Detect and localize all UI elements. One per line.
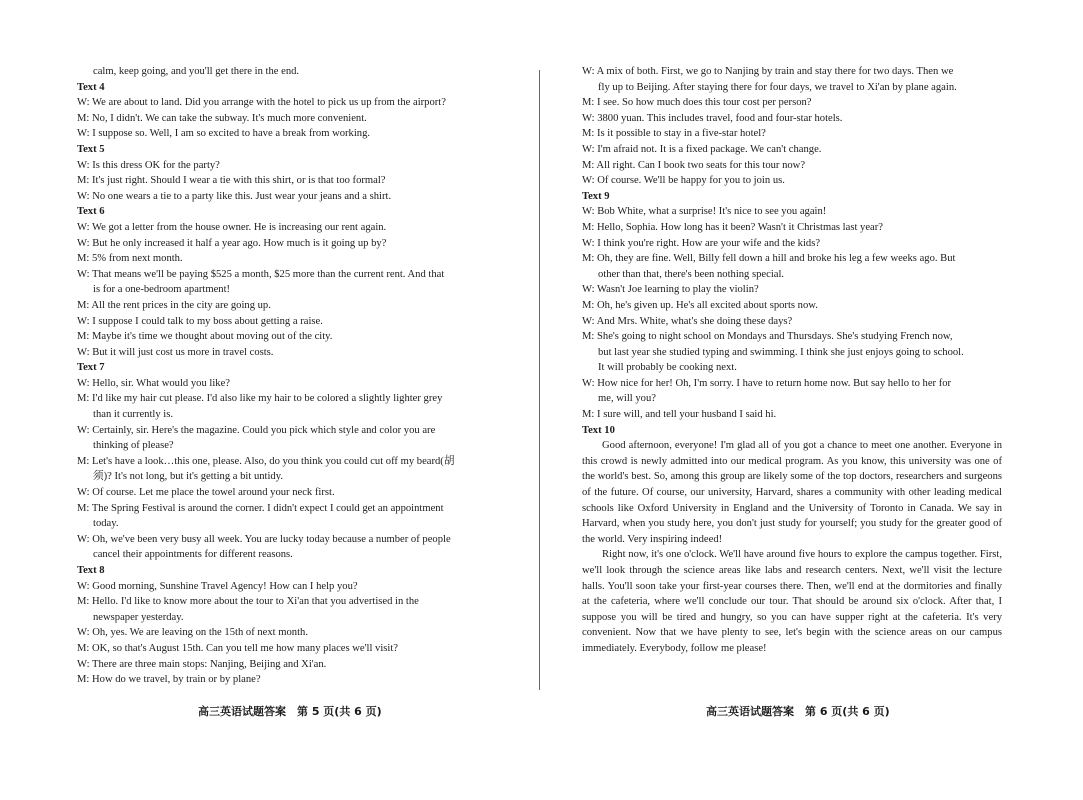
dialogue-line: M: Let's have a look…this one, please. Also, do you think you could cut off my beard(胡 (77, 455, 455, 467)
section-heading: Text 4 (77, 81, 105, 93)
dialogue-line: M: Hello. I'd like to know more about the tour to Xi'an that you advertised in the (77, 596, 419, 608)
dialogue-line: W: And Mrs. White, what's she doing these days? (582, 315, 793, 327)
page-divider (539, 70, 540, 690)
dialogue-line: M: The Spring Festival is around the corner. I didn't expect I could get an appointment (77, 502, 444, 514)
dialogue-line: W: But he only increased it half a year ago. How much is it going up by? (77, 237, 387, 249)
section-heading: Text 9 (582, 190, 610, 202)
dialogue-line: W: I suppose so. Well, I am so excited to have a break from working. (77, 128, 371, 140)
dialogue-line-continued: thinking of please? (93, 440, 174, 452)
dialogue-line: W: Wasn't Joe learning to play the violin? (582, 284, 759, 296)
dialogue-line: M: All right. Can I book two seats for this tour now? (582, 159, 806, 171)
dialogue-line: W: There are three main stops: Nanjing, Beijing and Xi'an. (77, 658, 327, 670)
dialogue-line: M: Hello, Sophia. How long has it been? Wasn't it Christmas last year? (582, 221, 883, 233)
dialogue-line: W: We got a letter from the house owner. He is increasing our rent again. (77, 221, 387, 233)
dialogue-line: W: Oh, yes. We are leaving on the 15th of next month. (77, 627, 308, 639)
dialogue-line: M: I see. So how much does this tour cost per person? (582, 97, 812, 109)
dialogue-line: M: No, I didn't. We can take the subway. It's much more convenient. (77, 112, 367, 124)
dialogue-line-continued: newspaper yesterday. (93, 611, 184, 623)
dialogue-line: M: Is it possible to stay in a five-star hotel? (582, 128, 766, 140)
dialogue-line: W: Oh, we've been very busy all week. You are lucky today because a number of people (77, 533, 451, 545)
dialogue-line-continued: It will probably be cooking next. (598, 362, 737, 374)
dialogue-line: W: Bob White, what a surprise! It's nice to see you again! (582, 206, 827, 218)
dialogue-line: W: Good morning, Sunshine Travel Agency! How can I help you? (77, 580, 358, 592)
dialogue-line: M: She's going to night school on Mondays and Thursdays. She's studying French now, (582, 331, 953, 343)
dialogue-line: M: All the rent prices in the city are going up. (77, 299, 271, 311)
section-heading: Text 8 (77, 565, 105, 576)
dialogue-line-continued: me, will you? (598, 393, 656, 405)
monologue-paragraph: Good afternoon, everyone! I'm glad all of you got a chance to meet one another. Everyone in this crowd is newly admitted into our medical program. As you know, this university was one of the world's best. So, among this group are likely some of the top doctors, researchers and surgeons of the future. Of course, our university, Harvard, shares a community with other leading medical schools like Oxford University in England and the University of Toronto in Canada. We say in Harvard, when you study here, you don't just study for yourself; you study for the greater good of the world. Very inspiring indeed! (582, 440, 1002, 545)
dialogue-line: W: I suppose I could talk to my boss about getting a raise. (77, 315, 323, 327)
dialogue-line: W: We are about to land. Did you arrange with the hotel to pick us up from the airport? (77, 97, 446, 109)
right-page-footer: 高三英语试题答案 第 6 页(共 6 页) (706, 705, 890, 718)
dialogue-line: M: Maybe it's time we thought about moving out of the city. (77, 331, 333, 343)
monologue-paragraph: Right now, it's one o'clock. We'll have around five hours to explore the campus together. First, we'll look through the science areas like labs and research centers. Next, we'll visit the lecture halls. You'll soon take your first-year courses there. Then, we'll end at the dormitories and finally at the cafeteria, where we'll conclude our tour. That should be around six o'clock. After that, I suppose you will be tired and hungry, so you can have supper right at the cafeteria. It's very convenient. Now that we have plenty to see, let's begin with the science areas on our campus immediately. Everybody, follow me please! (582, 549, 1002, 654)
section-heading: Text 6 (77, 206, 105, 218)
dialogue-line-continued: fly up to Beijing. After staying there for four days, we travel to Xi'an by plane again. (598, 81, 957, 93)
dialogue-line: M: I'd like my hair cut please. I'd also like my hair to be colored a slightly lighter grey (77, 393, 443, 405)
dialogue-line: M: I sure will, and tell your husband I said hi. (582, 409, 777, 421)
dialogue-line: M: It's just right. Should I wear a tie with this shirt, or is that too formal? (77, 175, 386, 187)
left-page-footer: 高三英语试题答案 第 5 页(共 6 页) (198, 705, 382, 718)
dialogue-line-continued: is for a one-bedroom apartment! (93, 284, 231, 296)
dialogue-line: M: How do we travel, by train or by plane? (77, 674, 261, 686)
dialogue-line: W: Is this dress OK for the party? (77, 159, 220, 171)
dialogue-line: M: OK, so that's August 15th. Can you tell me how many places we'll visit? (77, 642, 399, 654)
dialogue-line-continued: other than that, there's been nothing special. (598, 268, 785, 280)
section-heading: Text 10 (582, 424, 615, 436)
dialogue-line-continued: today. (93, 518, 119, 530)
dialogue-line: W: But it will just cost us more in travel costs. (77, 346, 274, 358)
dialogue-line: M: Oh, he's given up. He's all excited about sports now. (582, 299, 818, 311)
dialogue-line-continued: cancel their appointments for different reasons. (93, 549, 293, 561)
dialogue-line: W: Of course. Let me place the towel around your neck first. (77, 487, 335, 499)
dialogue-line: W: Certainly, sir. Here's the magazine. Could you pick which style and color you are (77, 424, 436, 436)
left-page-column (77, 64, 495, 688)
dialogue-line: W: I think you're right. How are your wife and the kids? (582, 237, 821, 249)
dialogue-line: W: No one wears a tie to a party like this. Just wear your jeans and a shirt. (77, 190, 392, 202)
right-page-column (582, 64, 1002, 657)
dialogue-line-continued: calm, keep going, and you'll get there in the end. (93, 66, 300, 77)
dialogue-line: W: Hello, sir. What would you like? (77, 377, 230, 389)
dialogue-line: W: 3800 yuan. This includes travel, food and four-star hotels. (582, 112, 843, 124)
dialogue-line-continued: than it currently is. (93, 409, 174, 421)
dialogue-line: W: A mix of both. First, we go to Nanjing by train and stay there for two days. Then we (582, 66, 954, 77)
dialogue-line: M: 5% from next month. (77, 253, 183, 265)
dialogue-line: W: Of course. We'll be happy for you to join us. (582, 175, 785, 187)
dialogue-line: W: I'm afraid not. It is a fixed package. We can't change. (582, 143, 822, 155)
dialogue-line-continued: 须)? It's not long, but it's getting a bit untidy. (93, 471, 283, 483)
dialogue-line: W: That means we'll be paying $525 a month, $25 more than the current rent. And that (77, 268, 445, 280)
dialogue-line-continued: but last year she studied typing and swimming. I think she just enjoys going to school. (598, 346, 964, 358)
section-heading: Text 5 (77, 143, 105, 155)
dialogue-line: W: How nice for her! Oh, I'm sorry. I have to return home now. But say hello to her for (582, 377, 952, 389)
dialogue-line: M: Oh, they are fine. Well, Billy fell down a hill and broke his leg a few weeks ago. But (582, 253, 956, 265)
section-heading: Text 7 (77, 362, 105, 374)
